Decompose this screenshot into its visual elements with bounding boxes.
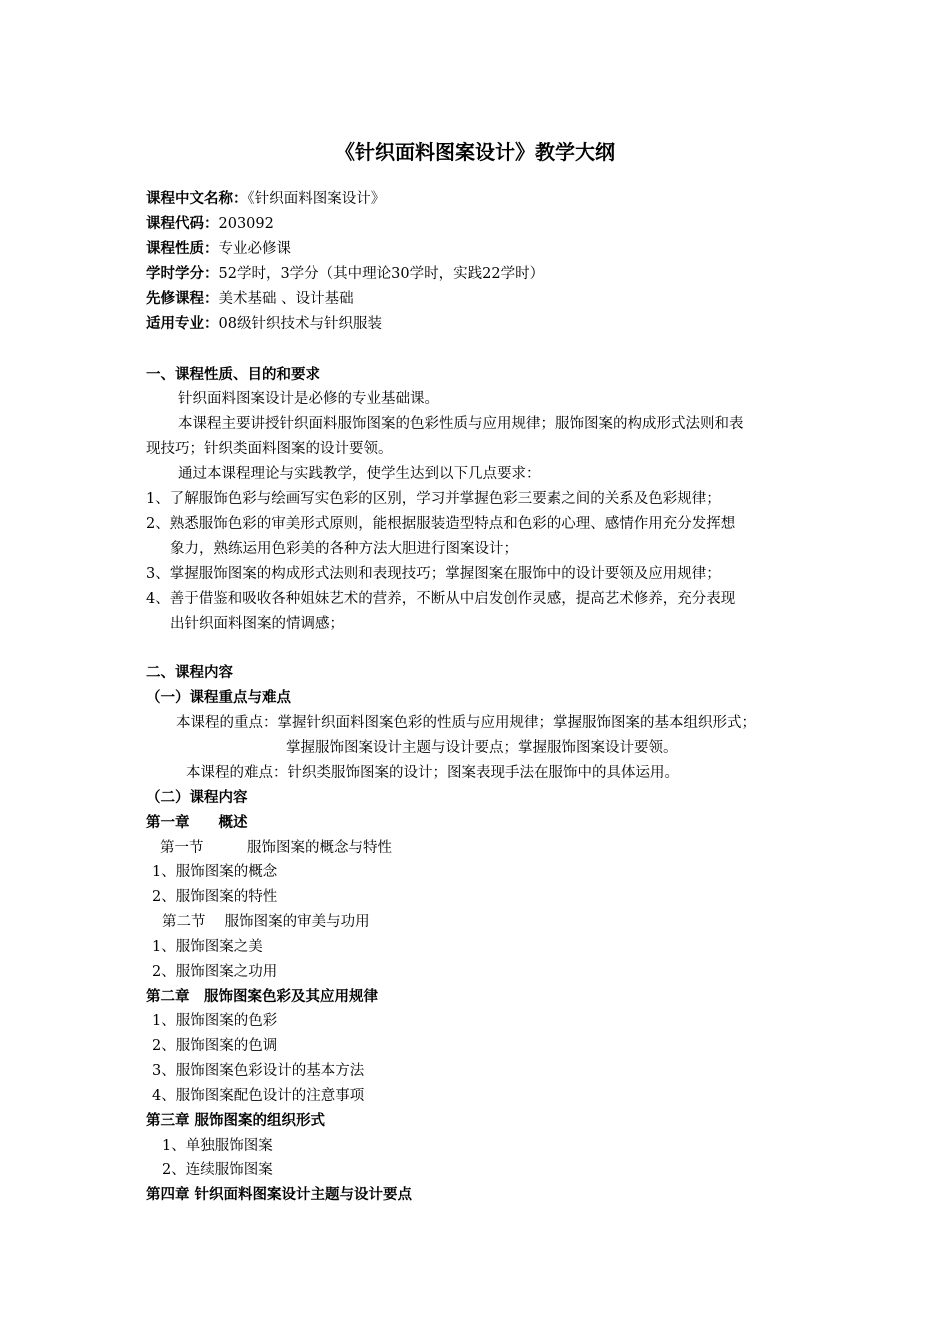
section-title: 第二节 服饰图案的审美与功用 [162,914,370,930]
subsection-heading: （二）课程内容 [146,790,248,806]
key-points: 本课程的重点：掌握针织面料图案色彩的性质与应用规律；掌握服饰图案的基本组织形式； [176,715,756,731]
subsection-heading: （一）课程重点与难点 [146,690,291,706]
list-item: 1、单独服饰图案 [162,1138,273,1154]
info-value: 08级针织技术与针织服装 [218,316,382,332]
info-label: 课程性质： [146,241,219,257]
requirement-item: 2、熟悉服饰色彩的审美形式原则，能根据服装造型特点和色彩的心理、感情作用充分发挥想 [146,516,736,532]
info-value: 专业必修课 [218,241,291,257]
info-label: 课程代码： [146,216,219,232]
info-major [146,314,382,334]
info-prerequisites [146,289,354,309]
list-item: 1、服饰图案之美 [152,939,263,955]
chapter-heading: 第二章 服饰图案色彩及其应用规律 [146,989,378,1005]
key-points-continued: 掌握服饰图案设计主题与设计要点；掌握服饰图案设计要领。 [286,740,678,756]
list-item: 2、服饰图案的色调 [152,1038,278,1054]
info-label: 先修课程： [146,291,219,307]
list-item: 1、服饰图案的概念 [152,864,278,880]
section1-paragraph: 现技巧；针织类面料图案的设计要领。 [146,441,393,457]
requirement-item-continued: 出针织面料图案的情调感； [170,616,344,632]
info-course-name [146,189,385,209]
list-item: 2、服饰图案之功用 [152,964,278,980]
requirement-item-continued: 象力，熟练运用色彩美的各种方法大胆进行图案设计； [170,541,518,557]
chapter-heading: 第一章 概述 [146,815,248,831]
difficulty-points: 本课程的难点：针织类服饰图案的设计；图案表现手法在服饰中的具体运用。 [186,765,679,781]
section1-paragraph: 通过本课程理论与实践教学，使学生达到以下几点要求： [178,466,541,482]
requirement-item: 3、掌握服饰图案的构成形式法则和表现技巧；掌握图案在服饰中的设计要领及应用规律； [146,566,721,582]
list-item: 2、服饰图案的特性 [152,889,278,905]
section2-heading: 二、课程内容 [146,665,233,681]
info-value: 203092 [218,216,274,232]
info-label: 适用专业： [146,316,219,332]
requirement-item: 1、了解服饰色彩与绘画写实色彩的区别，学习并掌握色彩三要素之间的关系及色彩规律； [146,491,721,507]
chapter-heading: 第四章 针织面料图案设计主题与设计要点 [146,1187,413,1203]
info-value: 52学时，3学分（其中理论30学时，实践22学时） [218,266,545,282]
info-label: 课程中文名称： [146,191,248,207]
list-item: 4、服饰图案配色设计的注意事项 [152,1088,365,1104]
section1-paragraph: 本课程主要讲授针织面料服饰图案的色彩性质与应用规律；服饰图案的构成形式法则和表 [178,416,744,432]
info-value: 《针织面料图案设计》 [247,191,386,207]
requirement-item: 4、善于借鉴和吸收各种姐妹艺术的营养，不断从中启发创作灵感，提高艺术修养，充分表现 [146,591,736,607]
list-item: 1、服饰图案的色彩 [152,1013,278,1029]
list-item: 3、服饰图案色彩设计的基本方法 [152,1063,365,1079]
list-item: 2、连续服饰图案 [162,1162,273,1178]
info-value: 美术基础 、设计基础 [218,291,354,307]
section1-heading: 一、课程性质、目的和要求 [146,367,320,383]
info-course-type [146,239,291,259]
info-course-code [146,214,274,234]
info-hours-credits [146,264,544,284]
section1-paragraph: 针织面料图案设计是必修的专业基础课。 [178,391,439,407]
section-title: 第一节 服饰图案的概念与特性 [160,840,392,856]
document-title: 《针织面料图案设计》教学大纲 [335,140,615,164]
chapter-heading: 第三章 服饰图案的组织形式 [146,1113,326,1129]
info-label: 学时学分： [146,266,219,282]
